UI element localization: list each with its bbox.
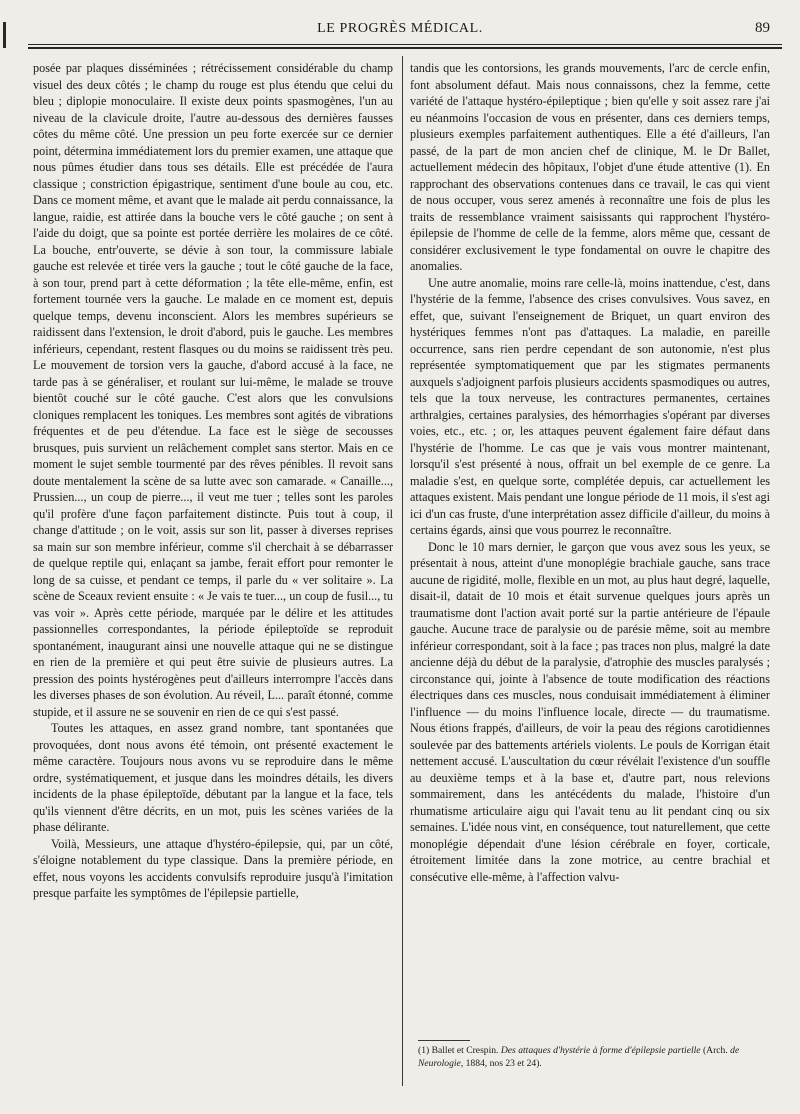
left-paragraph-2: Toutes les attaques, en assez grand nombre, tant spontanées que provoquées, dont nous avons été témoin, ont présenté exactement le même caractère. Toujours nous avons vu se reproduire dans le même ordre, systématiquement, et jusque dans les moindres détails, les divers incidents de la phase épileptoïde, débutant par la langue et la face, tels qu'ils viennent d'être décrits, en un mot, puis les scènes variées de la phase délirante. [33, 721, 393, 834]
footnote-details: , 1884, nos 23 et 24). [460, 1058, 542, 1069]
footnote-rule [418, 1040, 470, 1041]
right-paragraph-2: Une autre anomalie, moins rare celle-là, moins inattendue, c'est, dans l'hystérie de la femme, l'absence des crises convulsives. Vous savez, en effet, que, suivant l'enseignement de Briquet, un quart environ des hystériques femmes n'ont pas d'attaques. La maladie, en pareille occurrence, sans rien perdre cependant de son autonomie, n'est plus représentée symptomatiquement que par les stigmates permanents auxquels s'adjoignent parfois plusieurs accidents spasmodiques ou autres, tels que la toux nerveuse, les contractures permanentes, certaines arthralgies, certaines paralysies, des hémorrhagies s'opérant par diverses voies, etc., etc. ; or, les attaques peuvent également faire défaut dans l'hystérie de l'homme. Le cas que je vais vous montrer maintenant, lorsqu'il s'est présenté à nous, offrait un bel exemple de ce genre. La maladie s'est, en quelque sorte, complétée depuis, car actuellement les attaques existent. Mais pendant une longue période de 11 mois, il s'est agi ici d'un cas fruste, d'une interprétation assez difficile d'ailleur, du moins à certains égards, ainsi que vous pourrez le reconnaître. [410, 275, 770, 537]
footnote-title: Des attaques d'hystérie à forme d'épilepsie partielle [500, 1045, 701, 1056]
header-rule [28, 44, 782, 45]
footnote-journal-prefix: (Arch. [702, 1045, 728, 1056]
running-title: LE PROGRÈS MÉDICAL. [317, 21, 483, 36]
page-number: 89 [755, 20, 770, 36]
footnote-journal: de Neurologie [418, 1045, 740, 1069]
footnote [418, 1044, 766, 1070]
left-paragraph-3: Voilà, Messieurs, une attaque d'hystéro-épilepsie, qui, par un côté, s'éloigne notablement du type classique. Dans la première période, en effet, nous voyons les accidents convulsifs reproduire jusqu'à l'imitation presque parfaite les symptômes de l'épilepsie partielle, [33, 836, 393, 900]
footnote-marker: (1) Ballet et Crespin. [418, 1045, 499, 1056]
right-paragraph-1: tandis que les contorsions, les grands mouvements, l'arc de cercle enfin, font absolument défaut. Mais nous connaissons, chez la femme, cette variété de l'attaque hystéro-épileptique ; bien qu'elle y soit assez rare j'ai eu néanmoins l'occasion de vous en présenter, dans ces derniers temps, plusieurs exemples parfaitement authentiques. Elle a été d'ailleurs, l'an passé, de la part de mon ancien chef de clinique, M. le Dr Ballet, actuellement médecin des hôpitaux, l'objet d'une étude attentive (1). En rapprochant des observations contenues dans ce travail, le cas qui vient de nous occuper, vous serez amenés à reconnaître une fois de plus les traits de ressemblance vraiment saisissants qui rapprochent l'hystéro-épilepsie de l'homme de celle de la femme, alors même que, cessant de considérer exclusivement le type fondamental on ouvre le chapitre des anomalies. [410, 61, 770, 273]
header-rule-thick [28, 47, 782, 49]
column-divider [402, 56, 403, 1086]
right-paragraph-3: Donc le 10 mars dernier, le garçon que vous avez sous les yeux, se présentait à nous, atteint d'une monoplégie brachiale gauche, sans trace aucune de rigidité, molle, flexible en un mot, au plus haut degré, laquelle, disait-il, datait de 10 mois et était survenue quelques jours après un traumatisme dont l'action avait porté sur la partie antérieure de l'épaule gauche. Aucune trace de paralysie ou de parésie même, soit au membre inférieur correspondant, soit à la face ; pas traces non plus, malgré la date ancienne déjà du début de la paralysie, d'atrophie des muscles paralysés ; circonstance qui, jointe à l'absence de toute modification des réactions électriques dans ces muscles, nous conduisait immédiatement à éliminer l'influence — du moins l'influence locale, directe — du traumatisme. Nous étions frappés, d'ailleurs, de voir la peau des régions carotidiennes soulevée par des battements artériels violents. Le pouls de Korrigan était nettement accusé. L'auscultation du cœur révélait l'existence d'un souffle au deuxième temps et à la base et, d'autre part, nous relevions sommairement, dans les antécédents du malade, l'histoire d'un rhumatisme articulaire aigu qui l'avait tenu au lit pendant cinq ou six semaines. L'idée nous vint, en conséquence, tout naturellement, que cette monoplégie dépendait d'une lésion cérébrale en foyer, corticale, étroitement limitée dans la zone motrice, au centre brachial et consécutive elle-même, à l'affection valvu- [410, 539, 770, 884]
left-paragraph-1: posée par plaques disséminées ; rétrécissement considérable du champ visuel des deux côtés ; le champ du rouge est plus étendu que celui du bleu ; diplopie monoculaire. Il existe deux points spasmogènes, l'un au niveau de la clavicule droite, l'autre au-dessous des dernières fausses côtes du même côté. Une pression un peu forte exercée sur ce dernier point, détermina immédiatement lors du premier examen, une attaque que nous pûmes étudier dans tous ses détails. Elle est précédée de l'aura classique ; constriction épigastrique, sentiment d'une boule au cou, etc. Dans ce moment même, et avant que le malade ait perdu connaissance, la langue, raidie, est attirée dans la bouche vers le côté gauche ; on sent à l'aide du doigt, que sa pointe est portée derrière les molaires de ce côté. La bouche, entr'ouverte, se dévie à son tour, la commissure labiale gauche est relevée et tirée vers la gauche ; tout le côté gauche de la face, à son tour, prend part à cette déformation ; la tête elle-même, enfin, est fortement tournée vers la gauche. Le malade en ce moment est, depuis quelque temps, devenu inconscient. Alors les membres supérieurs se raidissent dans l'extension, le droit d'abord, puis le gauche. Les membres inférieurs, cependant, restent flasques ou du moins se raidissent très peu. Le mouvement de torsion vers la gauche, d'abord accusé à la face, ne tarde pas à se généraliser, et roulant sur lui-même, le malade se trouve bientôt couché sur le côté gauche. C'est alors que les convulsions cloniques remplacent les toniques. Les membres sont agités de vibrations fréquentes et de peu d'étendue. La face est le siège de secousses brusques, puis survient un relâchement complet sans stertor. Mais en ce moment le sujet semble tourmenté par des rêves pénibles. Il revoit sans doute mentalement la scène de sa lutte avec son camarade. « Canaille..., Prussien..., un coup de pierre..., il veut me tuer ; telles sont les paroles qu'il profère d'une façon parfaitement distincte. Puis tout à coup, il change d'attitude ; on le voit, assis sur son lit, passer à diverses reprises sa main sur son membre inférieur, comme s'il cherchait à se débarrasser de quelque reptile qui, enlaçant sa jambe, ferait effort pour remonter le long de sa cuisse, et pendant ce temps, il parle du « ver solitaire ». La scène de Sceaux revient ensuite : « Je vais te tuer..., un coup de fusil..., tu vas voir ». Après cette période, marquée par le délire et les attitudes passionnelles correspondantes, la période épileptoïde se reproduit spontanément, inaugurant ainsi une nouvelle attaque qui ne se distingue en rien de la première et qui peut être suivie de plusieurs autres. La pression des points hystérogènes peut d'ailleurs interrompre l'accès dans les diverses phases de son évolution. Au réveil, L... paraît étonné, comme stupide, et il assure ne se souvenir en rien de ce qui s'est passé. [33, 61, 393, 719]
left-column [33, 60, 393, 1080]
page-header [0, 20, 800, 42]
right-column [410, 60, 770, 1060]
